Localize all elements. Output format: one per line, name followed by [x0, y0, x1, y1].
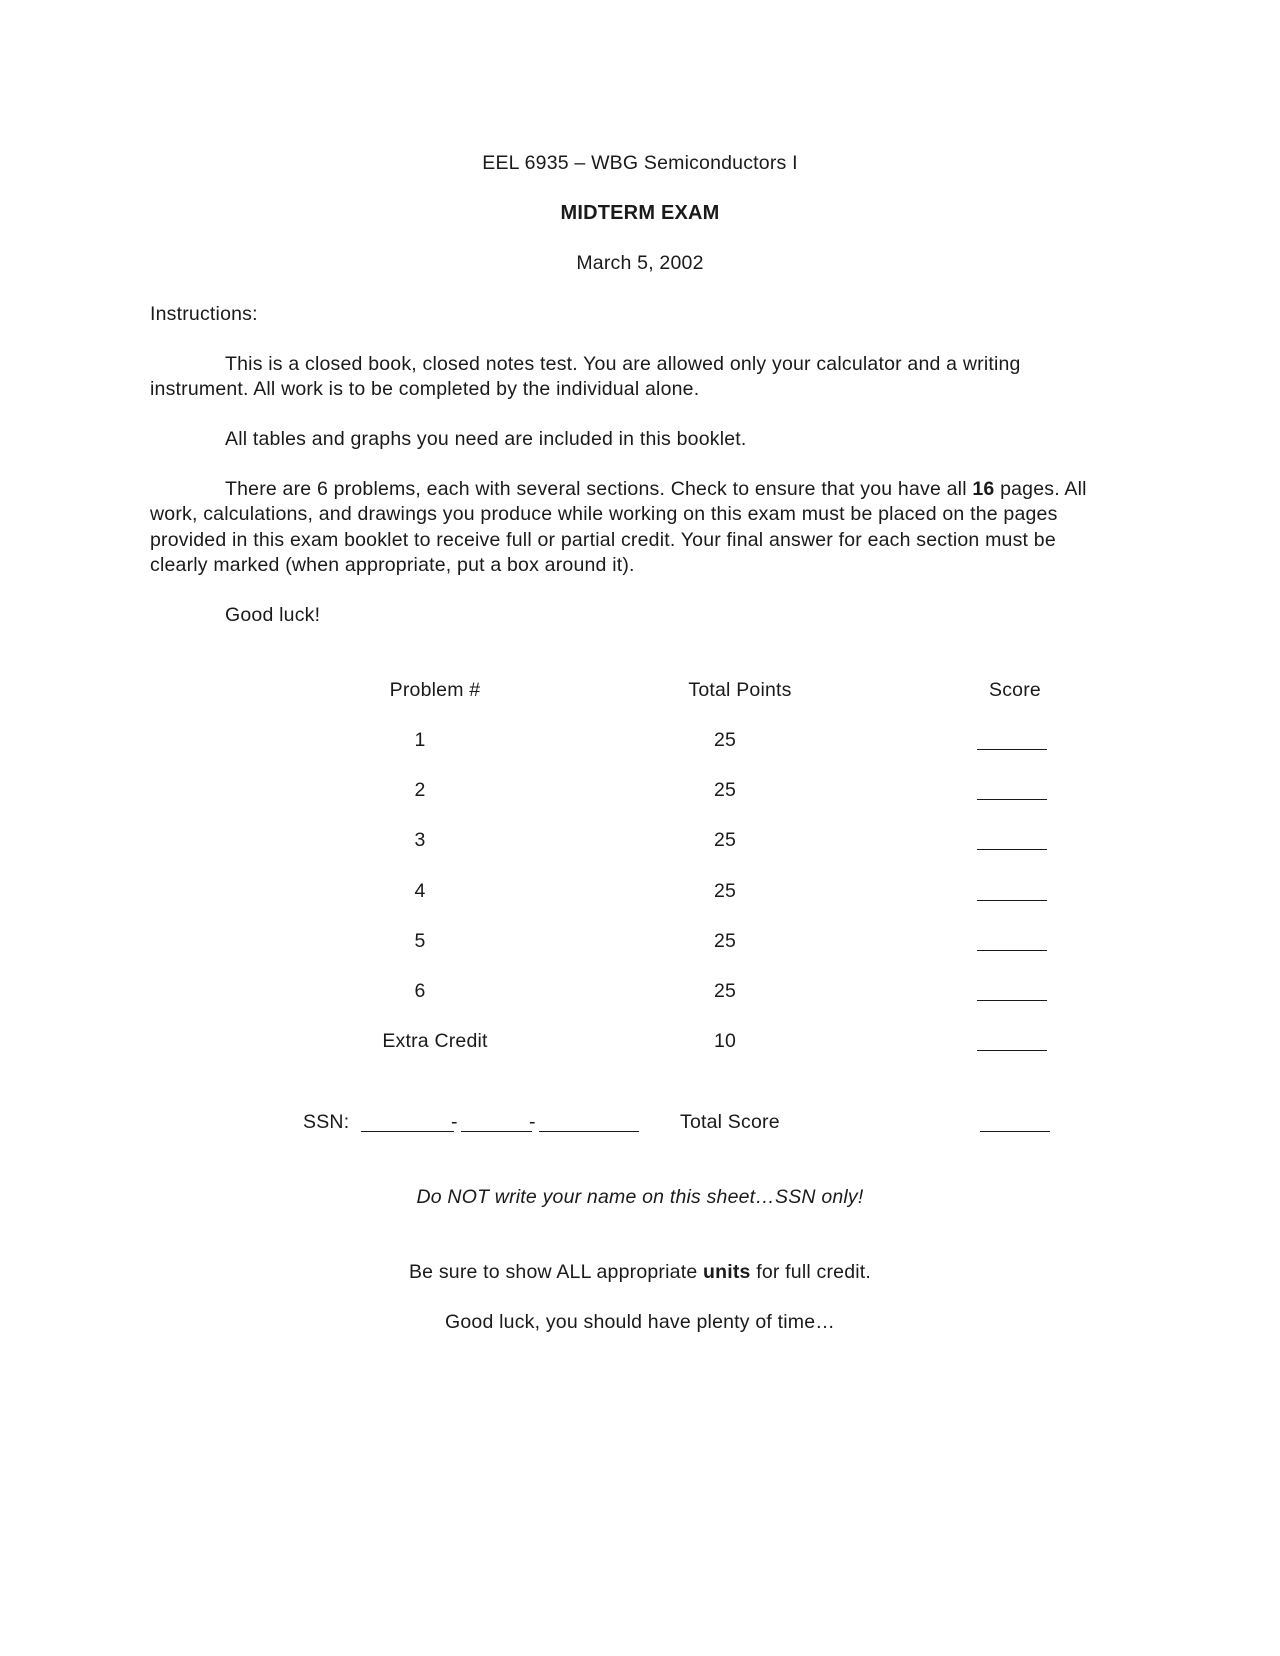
problem-number: 4: [414, 880, 426, 902]
units-reminder-rest: for full credit.: [750, 1261, 872, 1283]
good-luck-text: Good luck!: [225, 604, 321, 626]
problem-number: 1: [414, 729, 426, 751]
no-name-warning: Do NOT write your name on this sheet…SSN only!: [416, 1186, 864, 1208]
instructions-paragraph-3: [150, 477, 1110, 578]
units-reminder: [0, 1260, 1280, 1284]
total-points: 25: [713, 729, 737, 751]
ssn-dash-2: -: [529, 1111, 536, 1133]
total-points: 25: [713, 930, 737, 952]
ssn-blank-2[interactable]: [461, 1131, 532, 1132]
ssn-dash-1: -: [451, 1111, 458, 1133]
instructions-paragraph-3-text: There are 6 problems, each with several sections. Check to ensure that you have all: [225, 478, 973, 500]
page-count: 16: [972, 478, 995, 500]
problem-number: 6: [414, 980, 426, 1002]
closing-line: Good luck, you should have plenty of time…: [445, 1311, 835, 1333]
total-points: 10: [713, 1030, 737, 1052]
total-score-blank[interactable]: [980, 1131, 1050, 1132]
ssn-blank-3[interactable]: [539, 1131, 639, 1132]
instructions-paragraph-3-rest: pages. All work, calculations, and drawings you produce while working on this exam must be placed on the pages provided in this exam booklet to receive full or partial credit. Your final answer for each section must be clearly marked (when appropriate, put a box around it).: [150, 478, 1087, 576]
score-blank[interactable]: [977, 1000, 1047, 1001]
header-problem: Problem #: [389, 679, 481, 701]
header-total-points: Total Points: [688, 679, 792, 701]
units-emphasis: units: [702, 1261, 751, 1283]
problem-number: 3: [414, 829, 426, 851]
instructions-paragraph-2: [150, 427, 1110, 452]
problem-number: Extra Credit: [382, 1030, 488, 1052]
problem-number: 2: [414, 779, 426, 801]
total-score-label: Total Score: [680, 1111, 780, 1133]
units-reminder-text: Be sure to show ALL appropriate: [408, 1261, 703, 1283]
score-blank[interactable]: [977, 1050, 1047, 1051]
exam-title: MIDTERM EXAM: [560, 202, 720, 224]
score-blank[interactable]: [977, 749, 1047, 750]
instructions-heading: Instructions:: [150, 303, 258, 325]
good-luck-line: [150, 603, 1110, 628]
exam-date: March 5, 2002: [576, 252, 704, 274]
score-blank[interactable]: [977, 799, 1047, 800]
score-blank[interactable]: [977, 849, 1047, 850]
total-points: 25: [713, 980, 737, 1002]
score-blank[interactable]: [977, 900, 1047, 901]
header-score: Score: [989, 679, 1041, 701]
problem-number: 5: [414, 930, 426, 952]
ssn-label: SSN:: [303, 1111, 350, 1133]
score-blank[interactable]: [977, 950, 1047, 951]
instructions-paragraph-1-text: This is a closed book, closed notes test. You are allowed only your calculator and a writing instrument. All work is to be completed by the individual alone.: [150, 353, 1021, 401]
instructions-paragraph-2-text: All tables and graphs you need are included in this booklet.: [225, 428, 747, 450]
total-points: 25: [713, 779, 737, 801]
ssn-blank-1[interactable]: [361, 1131, 454, 1132]
total-points: 25: [713, 829, 737, 851]
instructions-paragraph-1: [150, 352, 1110, 403]
course-title: EEL 6935 – WBG Semiconductors I: [482, 152, 798, 174]
total-points: 25: [713, 880, 737, 902]
